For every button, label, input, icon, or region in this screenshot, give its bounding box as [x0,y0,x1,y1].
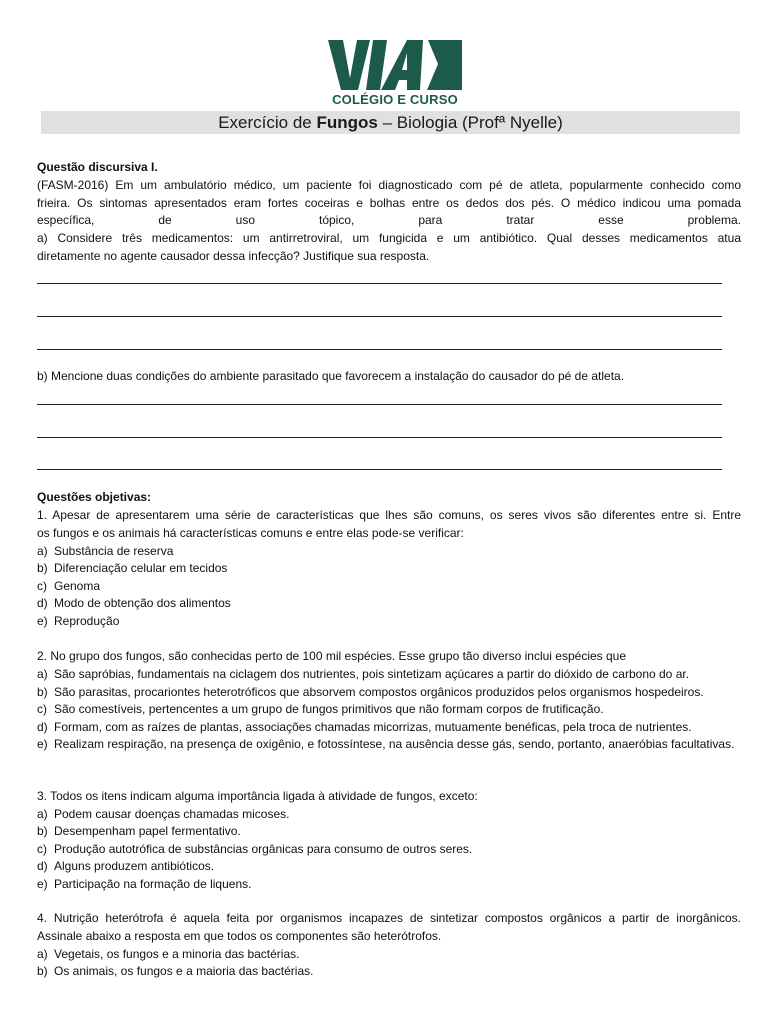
part-a-line1: a) Considere três medicamentos: um antirretroviral, um fungicida e um antibiótico. Qual desses medicamentos atua [37,231,741,245]
option-text: Diferenciação celular em tecidos [54,561,228,575]
q2-option-c [37,701,741,719]
answer-line [37,283,722,284]
option-text: Vegetais, os fungos e a minoria das bactérias. [54,947,300,961]
q4-stem-line1: 4. Nutrição heterótrofa é aquela feita por organismos incapazes de sintetizar compostos orgânicos a partir de inorgânicos. [37,911,741,925]
option-letter: b) [37,561,48,575]
option-text: Os animais, os fungos e a maioria das bactérias. [54,964,314,978]
discursive-intro-line2: frieira. Os sintomas apresentados eram fortes coceiras e bolhas entre os dedos dos pés. O médico indicou uma pomada [37,196,741,210]
q4-option-a [37,946,741,964]
answer-line [37,437,722,438]
option-letter: e) [37,614,48,628]
part-b: b) Mencione duas condições do ambiente parasitado que favorecem a instalação do causador do pé de atleta. [37,369,625,383]
logo-subtitle: COLÉGIO E CURSO [332,92,458,107]
via-logo-mark [328,40,462,90]
q1-option-e [37,613,741,631]
q4-option-b [37,963,741,981]
option-letter: c) [37,842,47,856]
discursive-heading: Questão discursiva I. [37,160,158,174]
option-text: São parasitas, procariontes heterotróficos que absorvem compostos orgânicos produzidos pelos organismos hospedeiros. [54,685,704,699]
answer-line [37,316,722,317]
option-letter: d) [37,596,48,610]
option-letter: c) [37,579,47,593]
option-text: Produção autotrófica de substâncias orgânicas para consumo de outros seres. [54,842,473,856]
q2-option-b [37,684,741,702]
part-a-line2: diretamente no agente causador dessa infecção? Justifique sua resposta. [37,249,430,263]
option-text: Realizam respiração, na presença de oxigênio, e fotossíntese, na ausência desse gás, sendo, portanto, anaeróbias facultativas. [54,737,735,751]
option-letter: b) [37,824,48,838]
q1-option-b [37,560,741,578]
option-text: Participação na formação de liquens. [54,877,252,891]
q1-option-c [37,578,741,596]
option-letter: b) [37,964,48,978]
page-title [41,111,740,134]
option-text: Genoma [54,579,101,593]
q1-option-d [37,595,741,613]
answer-line [37,404,722,405]
q3-option-e [37,876,741,894]
school-logo [328,40,462,110]
option-text: Reprodução [54,614,120,628]
objective-heading: Questões objetivas: [37,490,152,504]
q3-option-b [37,823,741,841]
q2-option-e [37,736,741,754]
q3-option-a [37,806,741,824]
q3-stem: 3. Todos os itens indicam alguma importância ligada à atividade de fungos, exceto: [37,789,478,803]
q3-option-d [37,858,741,876]
option-text: São comestíveis, pertencentes a um grupo de fungos primitivos que não formam corpos de frutificação. [54,702,604,716]
option-letter: b) [37,685,48,699]
q3-option-c [37,841,741,859]
option-letter: a) [37,667,48,681]
option-letter: d) [37,720,48,734]
option-text: Modo de obtenção dos alimentos [54,596,231,610]
option-letter: e) [37,877,48,891]
q1-stem-line1: 1. Apesar de apresentarem uma série de características que lhes são comuns, os seres vivos são diferentes entre si. Entre [37,508,741,522]
option-text: Desempenham papel fermentativo. [54,824,241,838]
discursive-intro-line1: (FASM-2016) Em um ambulatório médico, um paciente foi diagnosticado com pé de atleta, popularmente conhecido como [37,178,741,192]
discursive-intro-line3: específica, de uso tópico, para tratar esse problema. [37,213,741,227]
title-suffix: – Biologia (Profª Nyelle) [382,113,563,132]
option-letter: a) [37,807,48,821]
option-letter: c) [37,702,47,716]
option-letter: d) [37,859,48,873]
q1-stem-line2: os fungos e os animais há características comuns e entre elas pode-se verificar: [37,526,464,540]
q2-option-a [37,666,741,684]
q2-stem: 2. No grupo dos fungos, são conhecidas perto de 100 mil espécies. Esse grupo tão diverso inclui espécies que [37,649,627,663]
option-text: Formam, com as raízes de plantas, associações chamadas micorrizas, mutuamente benéficas, pela troca de nutrientes. [54,720,692,734]
option-text: Podem causar doenças chamadas micoses. [54,807,290,821]
q1-option-a [37,543,741,561]
answer-line [37,349,722,350]
title-prefix: Exercício de [218,113,312,132]
option-text: Alguns produzem antibióticos. [54,859,215,873]
option-letter: a) [37,947,48,961]
answer-line [37,469,722,470]
option-text: São sapróbias, fundamentais na ciclagem dos nutrientes, pois sintetizam açúcares a partir do dióxido de carbono do ar. [54,667,690,681]
option-letter: e) [37,737,48,751]
option-text: Substância de reserva [54,544,174,558]
title-bold: Fungos [316,113,378,132]
option-letter: a) [37,544,48,558]
q4-stem-line2: Assinale abaixo a resposta em que todos os componentes são heterótrofos. [37,929,442,943]
q2-option-d [37,719,741,737]
